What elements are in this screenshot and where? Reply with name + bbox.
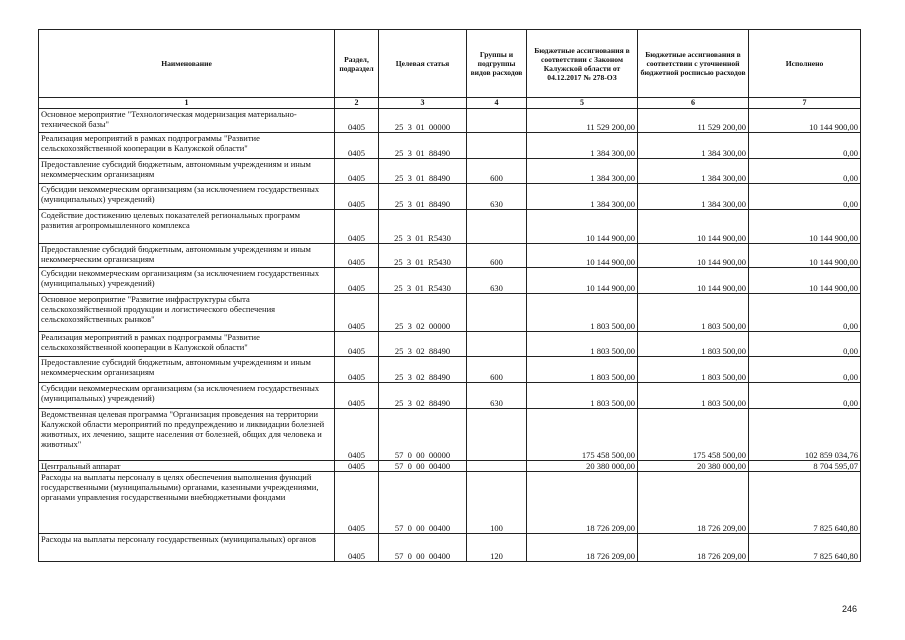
row-section-cell: 0405 bbox=[335, 357, 379, 383]
table-row bbox=[39, 332, 861, 357]
row-law-amount-cell: 1 803 500,00 bbox=[527, 294, 638, 332]
table-row bbox=[39, 159, 861, 184]
row-group-cell bbox=[467, 332, 527, 357]
budget-table bbox=[38, 29, 861, 562]
header-section: Раздел, подраздел bbox=[335, 30, 379, 98]
row-executed-amount-cell: 10 144 900,00 bbox=[749, 244, 861, 268]
row-law-amount-cell: 1 803 500,00 bbox=[527, 332, 638, 357]
table-row bbox=[39, 294, 861, 332]
row-group-cell: 600 bbox=[467, 244, 527, 268]
row-law-amount-cell: 1 803 500,00 bbox=[527, 357, 638, 383]
row-executed-amount-cell: 0,00 bbox=[749, 159, 861, 184]
header-name: Наименование bbox=[39, 30, 335, 98]
table-row bbox=[39, 472, 861, 534]
row-section-cell: 0405 bbox=[335, 409, 379, 461]
row-law-amount-cell: 18 726 209,00 bbox=[527, 534, 638, 562]
row-name-cell: Основное мероприятие "Технологическая модернизация материально-технической базы" bbox=[39, 109, 335, 133]
header-expense-groups: Группы и подгруппы видов расходов bbox=[467, 30, 527, 98]
row-name-cell: Содействие достижению целевых показателей региональных программ развития агропромышленного комплекса bbox=[39, 210, 335, 244]
header-row bbox=[39, 30, 861, 98]
row-section-cell: 0405 bbox=[335, 244, 379, 268]
row-group-cell: 600 bbox=[467, 159, 527, 184]
header-executed: Исполнено bbox=[749, 30, 861, 98]
row-executed-amount-cell: 7 825 640,80 bbox=[749, 534, 861, 562]
row-name-cell: Предоставление субсидий бюджетным, автономным учреждениям и иным некоммерческим организациям bbox=[39, 244, 335, 268]
row-law-amount-cell: 1 803 500,00 bbox=[527, 383, 638, 409]
row-section-cell: 0405 bbox=[335, 109, 379, 133]
row-group-cell bbox=[467, 109, 527, 133]
row-name-cell: Центральный аппарат bbox=[39, 461, 335, 472]
column-number-row bbox=[39, 98, 861, 109]
table-body bbox=[39, 109, 861, 562]
row-group-cell bbox=[467, 461, 527, 472]
row-group-cell bbox=[467, 409, 527, 461]
row-section-cell: 0405 bbox=[335, 383, 379, 409]
row-target-cell: 25 3 02 88490 bbox=[379, 357, 467, 383]
row-law-amount-cell: 18 726 209,00 bbox=[527, 472, 638, 534]
row-section-cell: 0405 bbox=[335, 133, 379, 159]
row-name-cell: Ведомственная целевая программа "Организация проведения на территории Калужской области мероприятий по предупреждению и ликвидации болезней животных, их лечению, защите населения от болезней, общих для человека и животных" bbox=[39, 409, 335, 461]
row-refined-amount-cell: 1 384 300,00 bbox=[638, 159, 749, 184]
row-refined-amount-cell: 18 726 209,00 bbox=[638, 472, 749, 534]
row-target-cell: 25 3 01 88490 bbox=[379, 133, 467, 159]
row-target-cell: 57 0 00 00400 bbox=[379, 472, 467, 534]
table-row bbox=[39, 210, 861, 244]
row-section-cell: 0405 bbox=[335, 159, 379, 184]
row-target-cell: 25 3 01 R5430 bbox=[379, 268, 467, 294]
row-refined-amount-cell: 18 726 209,00 bbox=[638, 534, 749, 562]
row-refined-amount-cell: 10 144 900,00 bbox=[638, 210, 749, 244]
table-row bbox=[39, 109, 861, 133]
table-row bbox=[39, 383, 861, 409]
column-number: 5 bbox=[527, 98, 638, 109]
column-number: 6 bbox=[638, 98, 749, 109]
row-group-cell: 100 bbox=[467, 472, 527, 534]
table-row bbox=[39, 133, 861, 159]
row-refined-amount-cell: 1 803 500,00 bbox=[638, 294, 749, 332]
row-executed-amount-cell: 102 859 034,76 bbox=[749, 409, 861, 461]
row-section-cell: 0405 bbox=[335, 210, 379, 244]
row-executed-amount-cell: 0,00 bbox=[749, 357, 861, 383]
row-target-cell: 25 3 01 88490 bbox=[379, 184, 467, 210]
row-name-cell: Субсидии некоммерческим организациям (за исключением государственных (муниципальных) учреждений) bbox=[39, 184, 335, 210]
column-number: 7 bbox=[749, 98, 861, 109]
column-number: 4 bbox=[467, 98, 527, 109]
row-law-amount-cell: 10 144 900,00 bbox=[527, 210, 638, 244]
row-section-cell: 0405 bbox=[335, 332, 379, 357]
row-refined-amount-cell: 20 380 000,00 bbox=[638, 461, 749, 472]
row-name-cell: Реализация мероприятий в рамках подпрограммы "Развитие сельскохозяйственной кооперации в Калужской области" bbox=[39, 332, 335, 357]
column-number: 1 bbox=[39, 98, 335, 109]
row-target-cell: 25 3 02 00000 bbox=[379, 294, 467, 332]
row-target-cell: 25 3 01 R5430 bbox=[379, 244, 467, 268]
row-refined-amount-cell: 1 384 300,00 bbox=[638, 133, 749, 159]
column-number: 3 bbox=[379, 98, 467, 109]
row-executed-amount-cell: 10 144 900,00 bbox=[749, 109, 861, 133]
row-group-cell bbox=[467, 133, 527, 159]
table-row bbox=[39, 244, 861, 268]
table-row bbox=[39, 184, 861, 210]
row-name-cell: Расходы на выплаты персоналу в целях обеспечения выполнения функций государственными (муниципальными) органами, казенными учреждениями, органами управления государственными внебюджетными фондами bbox=[39, 472, 335, 534]
row-group-cell: 630 bbox=[467, 383, 527, 409]
row-section-cell: 0405 bbox=[335, 184, 379, 210]
row-target-cell: 25 3 01 88490 bbox=[379, 159, 467, 184]
row-refined-amount-cell: 10 144 900,00 bbox=[638, 268, 749, 294]
row-group-cell bbox=[467, 294, 527, 332]
row-refined-amount-cell: 1 803 500,00 bbox=[638, 332, 749, 357]
row-name-cell: Субсидии некоммерческим организациям (за исключением государственных (муниципальных) учреждений) bbox=[39, 268, 335, 294]
row-section-cell: 0405 bbox=[335, 472, 379, 534]
row-name-cell: Субсидии некоммерческим организациям (за исключением государственных (муниципальных) учреждений) bbox=[39, 383, 335, 409]
table-row bbox=[39, 357, 861, 383]
row-refined-amount-cell: 11 529 200,00 bbox=[638, 109, 749, 133]
row-target-cell: 57 0 00 00400 bbox=[379, 534, 467, 562]
row-section-cell: 0405 bbox=[335, 534, 379, 562]
row-law-amount-cell: 1 384 300,00 bbox=[527, 159, 638, 184]
row-refined-amount-cell: 1 384 300,00 bbox=[638, 184, 749, 210]
table-row bbox=[39, 409, 861, 461]
row-executed-amount-cell: 0,00 bbox=[749, 383, 861, 409]
row-executed-amount-cell: 10 144 900,00 bbox=[749, 268, 861, 294]
row-target-cell: 25 3 02 88490 bbox=[379, 383, 467, 409]
page-number: 246 bbox=[842, 604, 858, 614]
row-refined-amount-cell: 1 803 500,00 bbox=[638, 383, 749, 409]
row-group-cell: 120 bbox=[467, 534, 527, 562]
row-name-cell: Предоставление субсидий бюджетным, автономным учреждениям и иным некоммерческим организациям bbox=[39, 357, 335, 383]
row-executed-amount-cell: 0,00 bbox=[749, 133, 861, 159]
row-refined-amount-cell: 175 458 500,00 bbox=[638, 409, 749, 461]
table-row bbox=[39, 268, 861, 294]
row-law-amount-cell: 10 144 900,00 bbox=[527, 268, 638, 294]
row-group-cell: 630 bbox=[467, 184, 527, 210]
table-row bbox=[39, 461, 861, 472]
row-executed-amount-cell: 8 704 595,07 bbox=[749, 461, 861, 472]
row-law-amount-cell: 20 380 000,00 bbox=[527, 461, 638, 472]
row-target-cell: 25 3 02 88490 bbox=[379, 332, 467, 357]
row-law-amount-cell: 10 144 900,00 bbox=[527, 244, 638, 268]
row-executed-amount-cell: 7 825 640,80 bbox=[749, 472, 861, 534]
row-executed-amount-cell: 0,00 bbox=[749, 184, 861, 210]
header-target-article: Целевая статья bbox=[379, 30, 467, 98]
row-target-cell: 57 0 00 00000 bbox=[379, 409, 467, 461]
row-name-cell: Основное мероприятие "Развитие инфраструктуры сбыта сельскохозяйственной продукции и логистического обеспечения сельскохозяйственных рынков" bbox=[39, 294, 335, 332]
row-law-amount-cell: 1 384 300,00 bbox=[527, 133, 638, 159]
header-law-allocations: Бюджетные ассигнования в соответствии с Законом Калужской области от 04.12.2017 № 278-ОЗ bbox=[527, 30, 638, 98]
row-name-cell: Предоставление субсидий бюджетным, автономным учреждениям и иным некоммерческим организациям bbox=[39, 159, 335, 184]
row-section-cell: 0405 bbox=[335, 294, 379, 332]
row-target-cell: 57 0 00 00400 bbox=[379, 461, 467, 472]
row-target-cell: 25 3 01 R5430 bbox=[379, 210, 467, 244]
row-refined-amount-cell: 10 144 900,00 bbox=[638, 244, 749, 268]
row-section-cell: 0405 bbox=[335, 268, 379, 294]
row-law-amount-cell: 1 384 300,00 bbox=[527, 184, 638, 210]
row-group-cell: 600 bbox=[467, 357, 527, 383]
row-group-cell bbox=[467, 210, 527, 244]
row-name-cell: Расходы на выплаты персоналу государственных (муниципальных) органов bbox=[39, 534, 335, 562]
header-refined-allocations: Бюджетные ассигнования в соответствии с уточненной бюджетной росписью расходов bbox=[638, 30, 749, 98]
row-law-amount-cell: 11 529 200,00 bbox=[527, 109, 638, 133]
row-target-cell: 25 3 01 00000 bbox=[379, 109, 467, 133]
row-refined-amount-cell: 1 803 500,00 bbox=[638, 357, 749, 383]
row-name-cell: Реализация мероприятий в рамках подпрограммы "Развитие сельскохозяйственной кооперации в Калужской области" bbox=[39, 133, 335, 159]
row-executed-amount-cell: 10 144 900,00 bbox=[749, 210, 861, 244]
row-group-cell: 630 bbox=[467, 268, 527, 294]
row-executed-amount-cell: 0,00 bbox=[749, 332, 861, 357]
column-number: 2 bbox=[335, 98, 379, 109]
row-section-cell: 0405 bbox=[335, 461, 379, 472]
row-executed-amount-cell: 0,00 bbox=[749, 294, 861, 332]
table-row bbox=[39, 534, 861, 562]
row-law-amount-cell: 175 458 500,00 bbox=[527, 409, 638, 461]
